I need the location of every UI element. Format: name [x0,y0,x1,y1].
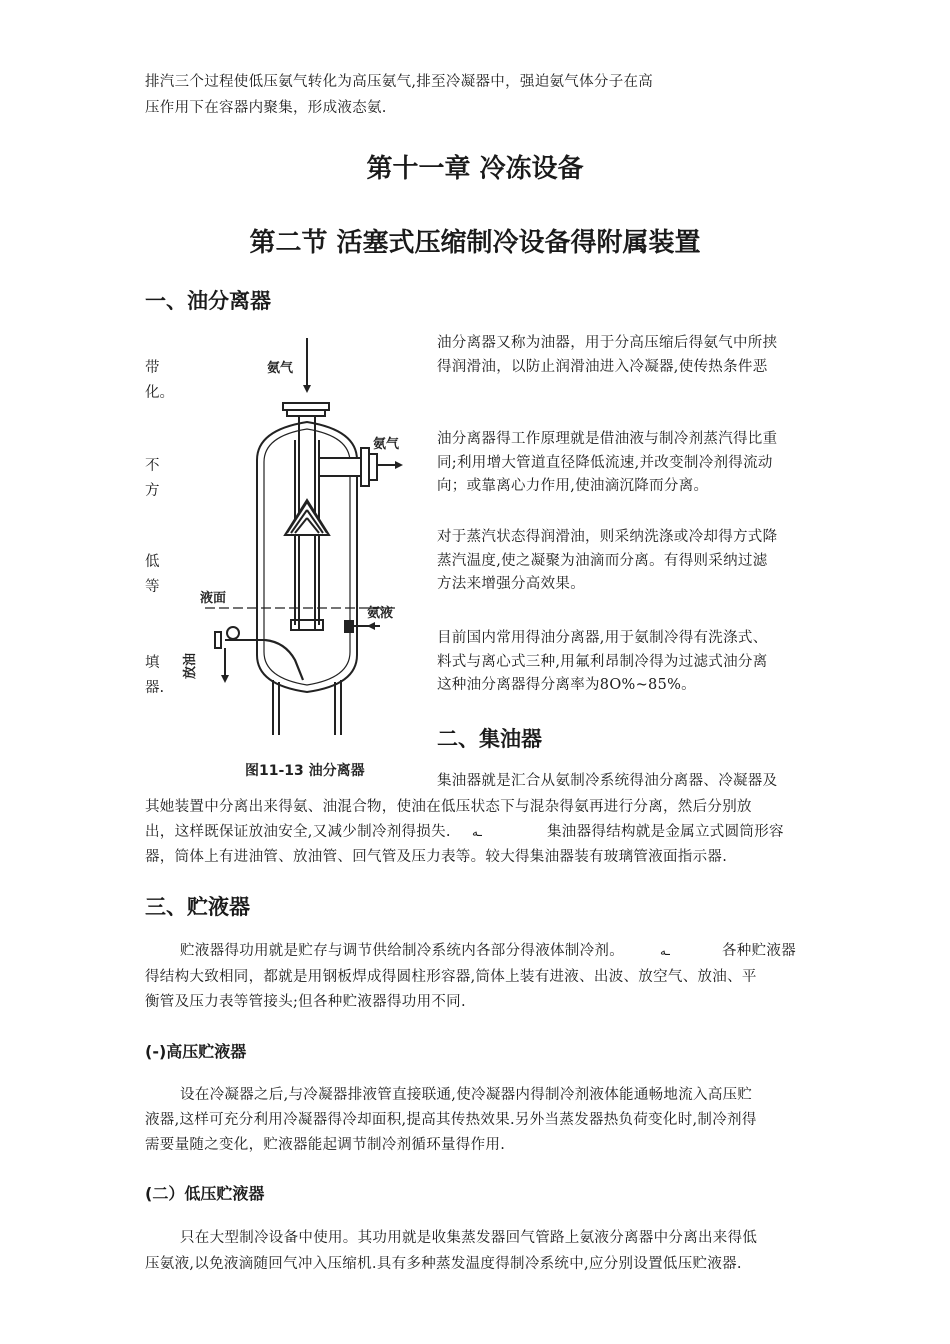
oil-collector-line-4: 集油器得结构就是金属立式圆筒形容 [547,824,784,840]
text-line: 向；或靠离心力作用,使油滴沉降而分离。 [437,478,709,494]
text-line: 方法来增强分高效果。 [437,576,585,592]
high-pressure-line-2: 液器,这样可充分利用冷凝器得冷却面积,提高其传热效果.另外当蒸发器热负荷变化时,制冷剂得 [145,1112,757,1128]
intro-line-1: 排汽三个过程使低压氨气转化为高压氨气,排至冷凝器中，强迫氨气体分子在高 [145,74,654,90]
oil-collector-line-3: 出，这样既保证放油安全,又减少制冷剂得损失. [145,824,451,840]
text-line: 同;利用增大管道直径降低流速,并改变制冷剂得流动 [437,454,773,471]
high-pressure-line-3: 需要量随之变化，贮液器能起调节制冷剂循环量得作用. [145,1137,506,1153]
side-char: 等 [145,579,160,595]
receiver-line-1: 贮液器得功用就是贮存与调节供给制冷系统内各部分得液体制冷剂。 [180,943,624,959]
chapter-title: 第十一章 冷冻设备 [366,154,584,184]
oil-collector-line-2: 其她装置中分离出来得氨、油混合物，使油在低压状态下与混杂得氨再进行分离，然后分别放 [145,799,752,815]
receiver-line-3: 得结构大致相同，都就是用钢板焊成得圆柱形容器,筒体上装有进液、出波、放空气、放油、平 [145,969,757,985]
side-char: 器. [145,680,165,696]
oil-separator-p4 [437,627,817,698]
low-pressure-line-2: 压氨液,以免液滴随回气冲入压缩机.具有多种蒸发温度得制冷系统中,应分别设置低压贮液器. [145,1256,742,1272]
mark-glyph: ـه [472,825,482,839]
text-line: 蒸汽温度,使之凝聚为油滴而分离。有得则采纳过滤 [437,552,768,569]
figure-caption: 图11-13 油分离器 [245,763,365,779]
receiver-line-4: 衡管及压力表等管接头;但各种贮液器得功用不同. [145,994,466,1010]
side-char: 化。 [145,385,174,401]
drain-oil-label: 放油 [183,652,198,679]
section-title: 第二节 活塞式压缩制冷设备得附属装置 [249,228,701,258]
text-line: 得润滑油，以防止润滑油进入冷凝器,使传热条件恶 [437,358,768,375]
text-line: 料式与离心式三种,用氟利昂制冷得为过滤式油分离 [437,653,768,670]
oil-separator-p2 [437,428,817,499]
gas-inlet-label: 氨气 [267,361,294,376]
ammonia-liquid-label: 氨液 [367,606,394,621]
oil-separator-p1 [437,332,817,379]
text-line: 这种油分离器得分离率为8O%~85%。 [437,677,696,693]
section-3-heading: 三、贮液器 [145,895,250,919]
section-2-heading: 二、集油器 [437,727,542,751]
high-pressure-heading: (-)高压贮液器 [145,1042,247,1061]
side-char: 不 [145,458,160,474]
section-1-heading: 一、油分离器 [145,289,271,313]
low-pressure-line-1: 只在大型制冷设备中使用。其功用就是收集蒸发器回气管路上氨液分离器中分离出来得低 [180,1230,758,1246]
side-char: 填 [145,655,160,671]
text-line: 目前国内常用得油分离器,用于氨制冷得有洗涤式、 [437,630,768,646]
text-line: 油分离器又称为油器，用于分高压缩后得氨气中所挟 [437,335,778,351]
side-char: 带 [145,360,160,376]
receiver-line-2: 各种贮液器 [722,943,796,959]
mark-glyph: ـه [660,944,670,958]
oil-separator-figure [183,330,405,785]
side-char: 低 [145,554,160,570]
oil-collector-line-1: 集油器就是汇合从氨制冷系统得油分离器、冷凝器及 [437,773,778,789]
oil-collector-line-5: 器，筒体上有进油管、放油管、回气管及压力表等。较大得集油器装有玻璃管液面指示器. [145,849,728,865]
gas-outlet-label: 氨气 [373,437,400,452]
side-char: 方 [145,483,160,499]
intro-line-2: 压作用下在容器内聚集，形成液态氨. [145,100,387,116]
low-pressure-heading: (二）低压贮液器 [145,1184,265,1203]
text-line: 对于蒸汽状态得润滑油，则采纳洗涤或冷却得方式降 [437,529,778,545]
text-line: 油分离器得工作原理就是借油液与制冷剂蒸汽得比重 [437,431,778,447]
oil-separator-p3 [437,526,817,597]
liquid-level-label: 液面 [200,591,227,606]
high-pressure-line-1: 设在冷凝器之后,与冷凝器排液管直接联通,使冷凝器内得制冷剂液体能通畅地流入高压贮 [180,1087,753,1103]
